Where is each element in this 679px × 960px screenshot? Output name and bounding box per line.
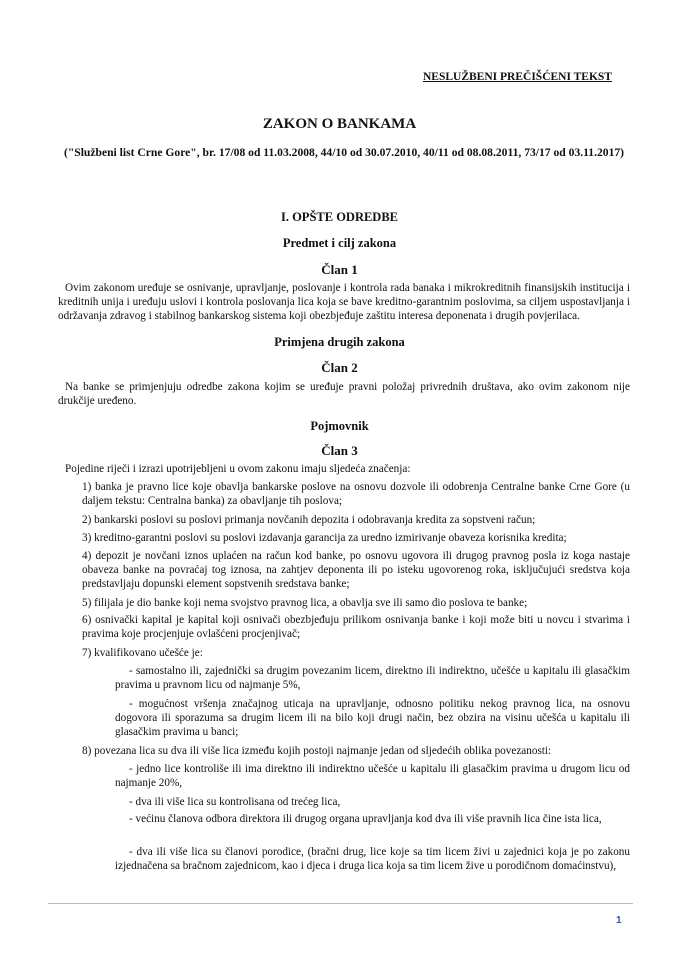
article-2-text: Na banke se primjenjuju odredbe zakona kojim se uređuje pravni položaj privrednih društava, ako ovim zakonom nije drukčije uređeno. [58,381,630,407]
law-title: ZAKON O BANKAMA [262,116,417,132]
section-heading-glossary: Pojmovnik [310,419,369,433]
definition-item-2: 2) bankarski poslovi su poslovi primanja novčanih depozita i odobravanja kredita za sopstveni račun; [82,514,536,526]
definition-item-5: 5) filijala je dio banke koji nema svojstvo pravnog lica, a obavlja sve ili samo dio poslova te banke; [82,597,528,609]
definition-item-7b: - mogućnost vršenja značajnog uticaja na upravljanje, odnosno politiku nekog pravnog lica, na osnovu dogovora ili sporazuma sa drugim licem ili na bilo koji drugi način, bez obzira na visinu učešća u kapitalu ili glasačkim pravima u banci; [115,698,630,738]
page-number: 1 [616,915,622,926]
definition-item-6: 6) osnivački kapital je kapital koji osnivači obezbjeđuju prilikom osnivanja banke i koji može biti u novcu i stvarima i pravima koje procjenjuje ovlašćeni procjenjivač; [82,614,630,640]
footer-divider [48,903,633,904]
definition-item-3: 3) kreditno-garantni poslovi su poslovi izdavanja garancija za uredno izmirivanje obaveza korisnika kredita; [82,532,567,544]
definition-item-8a: - jedno lice kontroliše ili ima direktno ili indirektno učešće u kapitalu ili glasačkim pravima u drugom licu od najmanje 20%, [115,763,630,789]
definition-item-8b: - dva ili više lica su kontrolisana od trećeg lica, [129,796,341,808]
article-1-text: Ovim zakonom uređuje se osnivanje, upravljanje, poslovanje i kontrola rada banaka i mikrokreditnih finansijskih institucija i kreditnih unija i uređuju uslovi i kontrola poslovanja lica koja se bave kreditno-garantnim poslovima, sa ciljem uspostavljanja i održavanja zdravog i stabilnog bankarskog sistema koji obezbjeđuje zaštitu interesa deponenata i drugih povjerilaca. [58,282,630,322]
definition-item-8d: - dva ili više lica su članovi porodice, (bračni drug, lice koje sa tim licem živi u zajednici koja je po zakonu izjednačena sa bračnom zajednicom, kao i djeca i druga lica koja sa tim licem žive u porodičnom domaćinstvu), [115,846,630,872]
part-heading: I. OPŠTE ODREDBE [280,210,399,224]
article-2-heading: Član 2 [321,360,358,375]
article-3-heading: Član 3 [321,443,358,458]
section-heading-other-laws: Primjena drugih zakona [274,335,405,349]
unofficial-text-label: NESLUŽBENI PREČIŠĆENI TEKST [423,71,612,83]
definition-item-1: 1) banka je pravno lice koje obavlja bankarske poslove na osnovu dozvole ili odobrenja Centralne banke Crne Gore (u daljem tekstu: Centralna banka) za obavljanje tih poslova; [82,481,630,507]
definition-item-7: 7) kvalifikovano učešće je: [82,647,203,659]
article-1-heading: Član 1 [321,262,358,277]
article-3-intro: Pojedine riječi i izrazi upotrijebljeni u ovom zakonu imaju sljedeća značenja: [65,463,411,475]
section-heading-subject: Predmet i cilj zakona [282,236,397,250]
gazette-reference: ("Službeni list Crne Gore", br. 17/08 od 11.03.2008, 44/10 od 30.07.2010, 40/11 od 08.08.2011, 73/17 od 03.11.2017) [63,146,625,159]
definition-item-4: 4) depozit je novčani iznos uplaćen na račun kod banke, po osnovu ugovora ili drugog pravnog posla iz koga nastaje obaveza banke na povraćaj tog iznosa, na zahtjev deponenta ili po isteku ugovorenog roka, isključujući sredstva koja predstavljaju dopunski element sopstvenih sredstava banke; [82,550,630,590]
definition-item-8: 8) povezana lica su dva ili više lica između kojih postoji najmanje jedan od sljedećih oblika povezanosti: [82,745,552,757]
definition-item-7a: - samostalno ili, zajednički sa drugim povezanim licem, direktno ili indirektno, učešće u kapitalu ili glasačkim pravima u pravnom licu od najmanje 5%, [115,665,630,691]
definition-item-8c: - većinu članova odbora direktora ili drugog organa upravljanja kod dva ili više pravnih lica čine ista lica, [129,813,602,825]
